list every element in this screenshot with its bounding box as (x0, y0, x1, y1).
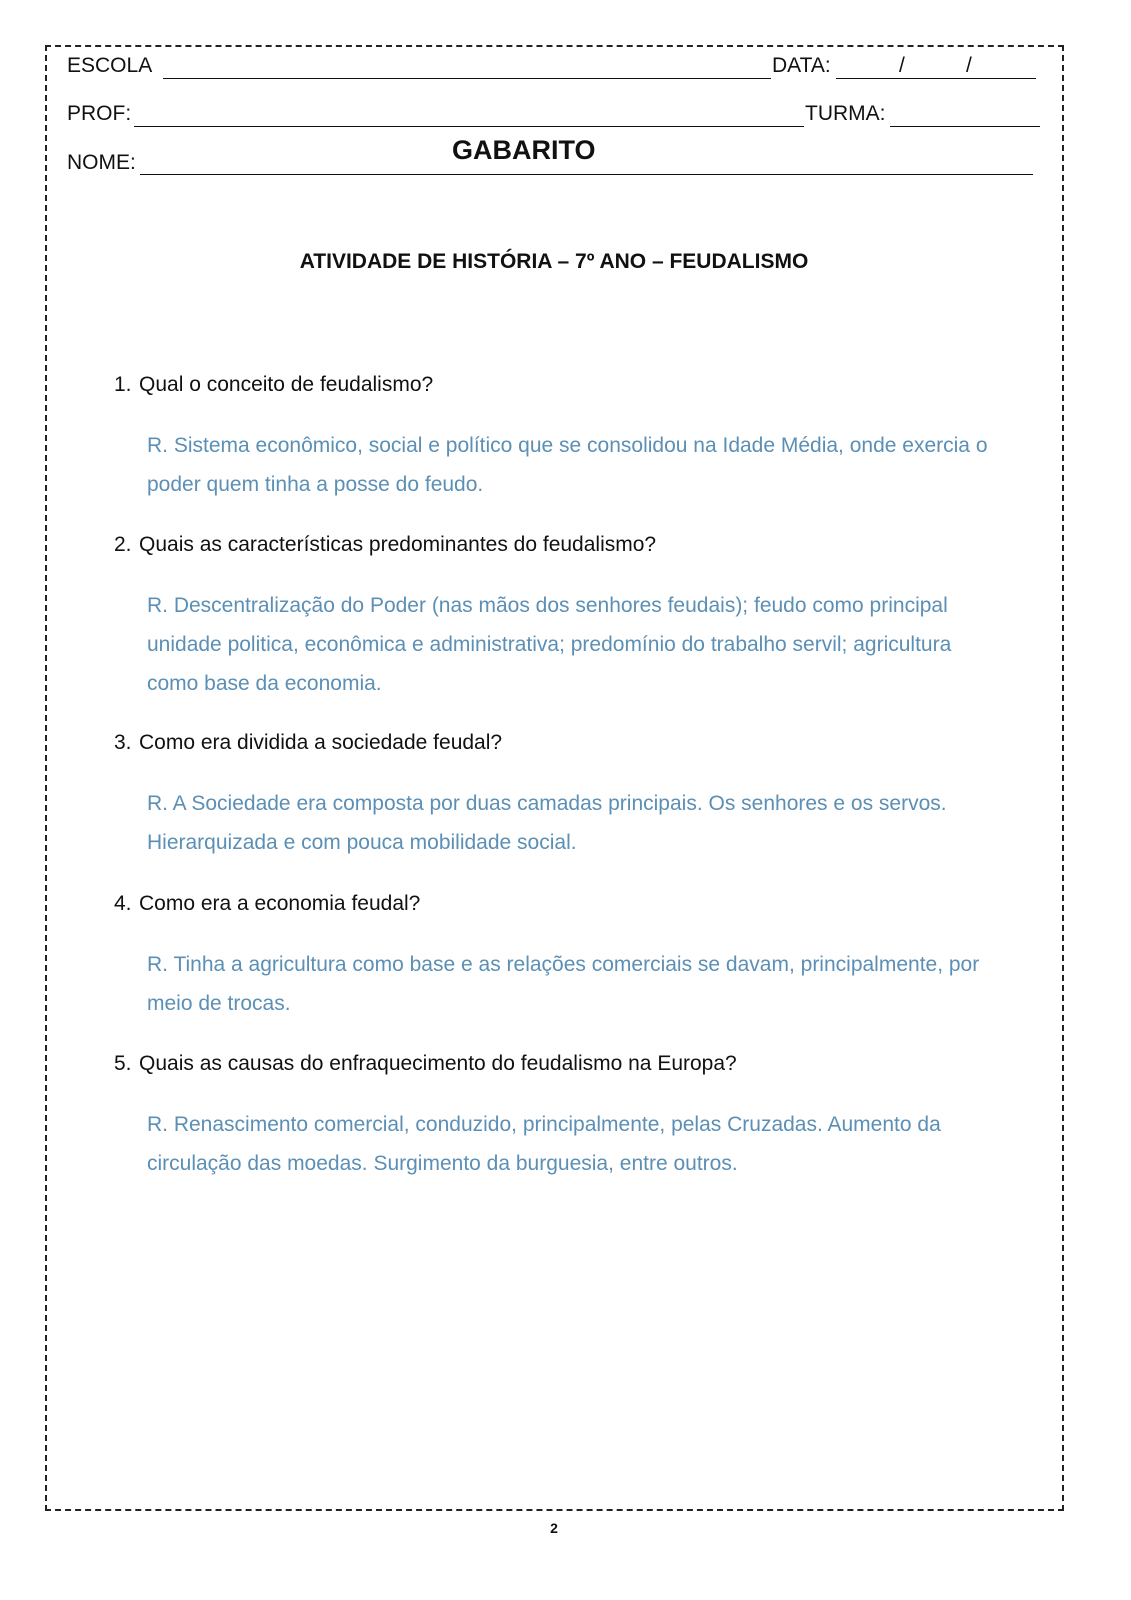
question-1: 1. Qual o conceito de feudalismo? (114, 373, 434, 396)
answer-1: R. Sistema econômico, social e político que se consolidou na Idade Média, onde exercia o poder quem tinha a posse do feudo. (147, 434, 988, 496)
date-separator: / (966, 54, 972, 77)
data-field[interactable] (836, 78, 1036, 79)
answer-3: R. A Sociedade era composta por duas camadas principais. Os senhores e os servos. Hierarquizada e com pouca mobilidade social. (147, 792, 947, 854)
escola-field[interactable] (163, 78, 771, 79)
data-label: DATA: (772, 54, 831, 77)
escola-label: ESCOLA (67, 54, 153, 77)
page-number: 2 (550, 1520, 558, 1536)
answer-4: R. Tinha a agricultura como base e as relações comerciais se davam, principalmente, por meio de trocas. (147, 953, 980, 1015)
answer-2: R. Descentralização do Poder (nas mãos dos senhores feudais); feudo como principal unidade politica, econômica e administrativa; predomínio do trabalho servil; agricultura como base da economia. (147, 594, 952, 695)
question-5: 5. Quais as causas do enfraquecimento do feudalismo na Europa? (114, 1052, 737, 1075)
nome-value: GABARITO (452, 135, 596, 165)
prof-field[interactable] (134, 126, 804, 127)
date-separator: / (899, 54, 905, 77)
nome-field[interactable] (140, 174, 1033, 175)
question-2: 2. Quais as características predominantes do feudalismo? (114, 533, 657, 556)
question-3: 3. Como era dividida a sociedade feudal? (114, 731, 503, 754)
turma-field[interactable] (890, 126, 1040, 127)
page-title: ATIVIDADE DE HISTÓRIA – 7º ANO – FEUDALISMO (299, 250, 809, 273)
turma-label: TURMA: (805, 102, 886, 125)
answer-5: R. Renascimento comercial, conduzido, principalmente, pelas Cruzadas. Aumento da circulação das moedas. Surgimento da burguesia, entre outros. (147, 1113, 941, 1175)
prof-label: PROF: (67, 102, 132, 125)
nome-label: NOME: (67, 151, 136, 174)
question-4: 4. Como era a economia feudal? (114, 892, 421, 915)
